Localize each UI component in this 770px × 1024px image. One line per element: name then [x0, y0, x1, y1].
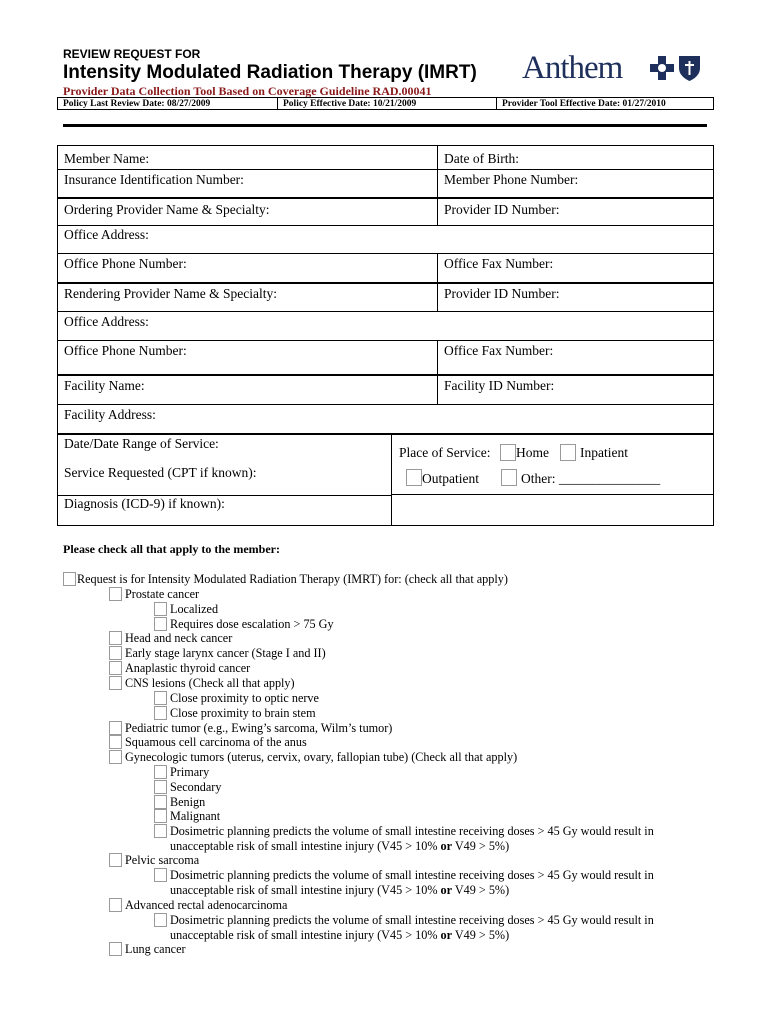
list-item-head-neck: Head and neck cancer [109, 631, 232, 646]
list-item-prostate: Prostate cancer [109, 587, 199, 602]
list-item-thyroid: Anaplastic thyroid cancer [109, 661, 250, 676]
list-item-optic: Close proximity to optic nerve [154, 691, 319, 706]
office-phone-row-2 [57, 341, 714, 376]
other-checkbox[interactable] [501, 469, 517, 486]
list-item-cns: CNS lesions (Check all that apply) [109, 676, 295, 691]
list-item-rectal: Advanced rectal adenocarcinoma [109, 898, 287, 913]
office-phone-row-1 [57, 254, 714, 284]
rendering-provider-field[interactable]: Rendering Provider Name & Specialty: [64, 286, 277, 301]
head-neck-checkbox[interactable] [109, 631, 122, 645]
pelvic-checkbox[interactable] [109, 853, 122, 867]
list-item-localized: Localized [154, 602, 218, 617]
dob-field[interactable]: Date of Birth: [444, 151, 519, 166]
ordering-provider-row [57, 199, 714, 226]
date-range-field[interactable]: Date/Date Range of Service: [64, 436, 219, 451]
gyn-checkbox[interactable] [109, 750, 122, 764]
list-item-request: Request is for Intensity Modulated Radiation Therapy (IMRT) for: (check all that apply) [63, 572, 508, 587]
primary-checkbox[interactable] [154, 765, 167, 779]
ordering-provider-field[interactable]: Ordering Provider Name & Specialty: [64, 202, 270, 217]
pelvic-dosimetric-checkbox[interactable] [154, 868, 167, 882]
service-block [57, 435, 714, 526]
service-requested-field[interactable]: Service Requested (CPT if known): [64, 465, 257, 480]
list-item-pelvic: Pelvic sarcoma [109, 853, 199, 868]
secondary-checkbox[interactable] [154, 780, 167, 794]
malignant-checkbox[interactable] [154, 809, 167, 823]
policy-last-review: Policy Last Review Date: 08/27/2009 [58, 98, 278, 109]
office-phone-field-2[interactable]: Office Phone Number: [64, 343, 187, 358]
policy-dates-bar [57, 97, 714, 110]
lung-checkbox[interactable] [109, 942, 122, 956]
list-item-gyn: Gynecologic tumors (uterus, cervix, ovary, fallopian tube) (Check all that apply) [109, 750, 517, 765]
optic-checkbox[interactable] [154, 691, 167, 705]
inpatient-label: Inpatient [580, 445, 628, 460]
localized-checkbox[interactable] [154, 602, 167, 616]
office-fax-field-2[interactable]: Office Fax Number: [444, 343, 554, 358]
thyroid-checkbox[interactable] [109, 661, 122, 675]
list-item-gyn-dosimetric: Dosimetric planning predicts the volume of small intestine receiving doses > 45 Gy would result in [154, 824, 654, 839]
checklist-heading: Please check all that apply to the member: [63, 542, 280, 556]
outpatient-checkbox[interactable] [406, 469, 422, 486]
policy-effective: Policy Effective Date: 10/21/2009 [278, 98, 497, 109]
blue-cross-icon [650, 56, 674, 80]
rectal-checkbox[interactable] [109, 898, 122, 912]
cns-checkbox[interactable] [109, 676, 122, 690]
list-item-pelvic-dosimetric: Dosimetric planning predicts the volume of small intestine receiving doses > 45 Gy would result in [154, 868, 654, 883]
facility-address-field[interactable]: Facility Address: [64, 407, 156, 422]
anus-checkbox[interactable] [109, 735, 122, 749]
gyn-dosimetric-checkbox[interactable] [154, 824, 167, 838]
larynx-checkbox[interactable] [109, 646, 122, 660]
dose-escalation-checkbox[interactable] [154, 617, 167, 631]
office-address-field-2[interactable]: Office Address: [64, 314, 149, 329]
provider-id-field-2[interactable]: Provider ID Number: [444, 286, 560, 301]
office-address-field-1[interactable]: Office Address: [64, 227, 149, 242]
blue-shield-icon [677, 54, 702, 82]
inpatient-checkbox[interactable] [560, 444, 576, 461]
request-checkbox[interactable] [63, 572, 76, 586]
rectal-dosimetric-line2: unacceptable risk of small intestine injury (V45 > 10% or V49 > 5%) [170, 928, 510, 942]
list-item-pediatric: Pediatric tumor (e.g., Ewing’s sarcoma, Wilm’s tumor) [109, 721, 392, 736]
prostate-checkbox[interactable] [109, 587, 122, 601]
list-item-secondary: Secondary [154, 780, 221, 795]
page-title: Intensity Modulated Radiation Therapy (IMRT) [63, 62, 477, 83]
home-checkbox[interactable] [500, 444, 516, 461]
office-fax-field-1[interactable]: Office Fax Number: [444, 256, 554, 271]
gyn-dosimetric-line2: unacceptable risk of small intestine injury (V45 > 10% or V49 > 5%) [170, 839, 510, 853]
diagnosis-field[interactable]: Diagnosis (ICD-9) if known): [64, 496, 225, 511]
provider-id-field-1[interactable]: Provider ID Number: [444, 202, 560, 217]
list-item-brain-stem: Close proximity to brain stem [154, 706, 316, 721]
facility-row [57, 376, 714, 405]
anthem-wordmark: Anthem [522, 50, 623, 86]
office-address-row-1 [57, 226, 714, 254]
other-field[interactable]: Other: _______________ [521, 471, 661, 486]
insurance-row [57, 170, 714, 199]
list-item-rectal-dosimetric: Dosimetric planning predicts the volume of small intestine receiving doses > 45 Gy would result in [154, 913, 654, 928]
list-item-lung: Lung cancer [109, 942, 186, 957]
facility-id-field[interactable]: Facility ID Number: [444, 378, 555, 393]
list-item-malignant: Malignant [154, 809, 220, 824]
facility-name-field[interactable]: Facility Name: [64, 378, 145, 393]
member-phone-field[interactable]: Member Phone Number: [444, 172, 579, 187]
list-item-primary: Primary [154, 765, 209, 780]
place-of-service-label: Place of Service: [399, 445, 491, 460]
pelvic-dosimetric-line2: unacceptable risk of small intestine injury (V45 > 10% or V49 > 5%) [170, 883, 510, 897]
insurance-id-field[interactable]: Insurance Identification Number: [64, 172, 244, 187]
rendering-provider-row [57, 284, 714, 312]
outpatient-label: Outpatient [422, 471, 479, 486]
benign-checkbox[interactable] [154, 795, 167, 809]
rectal-dosimetric-checkbox[interactable] [154, 913, 167, 927]
brain-stem-checkbox[interactable] [154, 706, 167, 720]
review-request-label: REVIEW REQUEST FOR [63, 47, 201, 61]
member-row [57, 146, 714, 170]
list-item-benign: Benign [154, 795, 205, 810]
anthem-logo [522, 52, 707, 86]
facility-address-row [57, 405, 714, 435]
member-name-field[interactable]: Member Name: [64, 151, 150, 166]
list-item-larynx: Early stage larynx cancer (Stage I and II) [109, 646, 326, 661]
list-item-dose-escalation: Requires dose escalation > 75 Gy [154, 617, 334, 632]
provider-tool-effective: Provider Tool Effective Date: 01/27/2010 [502, 99, 666, 109]
page-subtitle: Provider Data Collection Tool Based on Coverage Guideline RAD.00041 [63, 84, 432, 98]
pediatric-checkbox[interactable] [109, 721, 122, 735]
office-address-row-2 [57, 312, 714, 341]
list-item-anus: Squamous cell carcinoma of the anus [109, 735, 307, 750]
office-phone-field-1[interactable]: Office Phone Number: [64, 256, 187, 271]
home-label: Home [516, 445, 549, 460]
header-divider [63, 124, 707, 127]
